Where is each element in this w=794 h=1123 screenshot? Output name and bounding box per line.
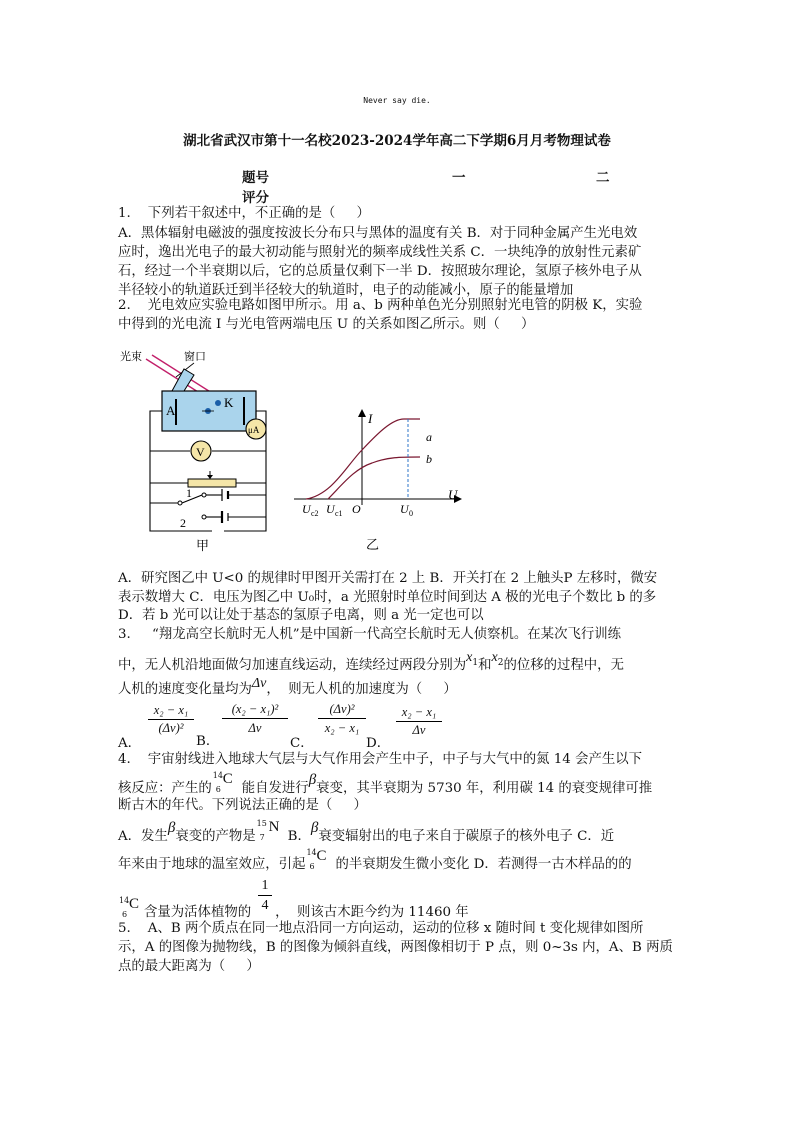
axis-i-label: I [368, 411, 373, 426]
uc1-label: U [326, 502, 335, 516]
origin-label: O [352, 502, 361, 516]
q4-line: 断古木的年代。下列说法正确的是（ ） [118, 798, 367, 813]
curve-b [328, 457, 420, 499]
q3-option-c: (Δv)² x₂ − x₁ [318, 700, 366, 737]
anode-label: A [166, 403, 176, 418]
figure-b-caption: 乙 [366, 537, 380, 552]
carbon-14-nuclide: 14 6 C [306, 848, 327, 871]
score-table-col2: 二 [596, 170, 610, 186]
score-table-col-label: 题号 [242, 170, 269, 186]
q3-option-b-label: B． [196, 734, 220, 749]
carbon-14-nuclide: 14 6 C [119, 896, 140, 919]
q2-option-line: D．若 b 光可以让处于基态的氢原子电离，则 a 光一定也可以 [118, 608, 484, 623]
x2-symbol: x [491, 650, 498, 665]
beta-symbol: β [167, 820, 176, 836]
circuit-diagram [118, 345, 278, 555]
cathode-label: K [224, 395, 234, 410]
rheostat [188, 479, 236, 487]
q3-option-b: (x₂ − x₁)² Δv [222, 700, 288, 737]
curve-a [306, 419, 420, 499]
beta-symbol: β [308, 772, 317, 788]
q5-line: 5. A、B 两个质点在同一地点沿同一方向运动，运动的位移 x 随时间 t 变化规律如图所 [118, 921, 644, 936]
beta-symbol: β [310, 820, 319, 836]
q2-option-line: 表示数增大 C．电压为图乙中 U₀时，a 光照射时单位时间到达 A 极的光电子个数比 b 的多 [118, 590, 657, 605]
q4-line: 核反应：产生的 14 6 C 能自发进行β衰变，其半衰期为 5730 年，利用碳 14 的衰变规律可推 [118, 771, 653, 796]
q3-option-c-label: C． [290, 736, 314, 751]
one-quarter-fraction: 1 4 [258, 876, 272, 915]
switch-pos-2-label: 2 [180, 516, 186, 530]
x1-symbol: x [466, 650, 473, 665]
page-title: 湖北省武汉市第十一名校2023-2024学年高二下学期6月月考物理试卷 [183, 133, 611, 149]
q5-line: 点的最大距离为（ ） [118, 959, 260, 974]
q3-option-d-label: D． [366, 736, 391, 751]
beam-label: 光束 [120, 351, 142, 363]
figure-a-caption: 甲 [196, 538, 210, 553]
curve-b-label: b [426, 452, 432, 466]
q1-line: 半径较小的轨道跃迁到半径较大的轨道时，电子的动能减小，原子的能量增加 [118, 283, 574, 298]
q2-option-line: A．研究图乙中 U<0 的规律时甲图开关需打在 2 上 B．开关打在 2 上触头P 左移时，微安 [118, 571, 658, 586]
q4-line: 14 6 C 含量为活体植物的 ， 则该古木距今约为 11460 年 [118, 903, 678, 923]
curve-a-label: a [426, 430, 432, 444]
nitrogen-15-nuclide: 15 7 N [256, 819, 280, 842]
uc2-sub: c2 [311, 509, 319, 518]
q3-line: 人机的速度变化量均为Δv， 则无人机的加速度为（ ） [118, 676, 457, 697]
q3-line: 中，无人机沿地面做匀加速直线运动，连续经过两段分别为$x^1$和$x^2$的位移的过程中，无 [118, 650, 624, 673]
microammeter-label: μA [248, 425, 260, 435]
carbon-14-nuclide: 14 6 C [212, 771, 233, 794]
score-table-col1: 一 [452, 170, 466, 186]
q1-line: 应时，逸出光电子的最大初动能与照射光的频率成线性关系 C．一块纯净的放射性元素矿 [118, 245, 642, 260]
switch-pos-1-label: 1 [186, 486, 192, 500]
q3-line: 3. “翔龙高空长航时无人机”是中国新一代高空长航时无人侦察机。在某次飞行训练 [118, 627, 622, 642]
u0-label: U [400, 502, 409, 516]
q4-line: 年来由于地球的温室效应，引起 14 6 C 的半衰期发生微小变化 D．若测得一古木样品的的 [118, 855, 678, 875]
q3-option-d: x₂ − x₁ Δv [396, 704, 442, 739]
score-table-row-label: 评分 [242, 190, 269, 206]
q4-line: 4. 宇宙射线进入地球大气层与大气作用会产生中子，中子与大气中的氮 14 会产生以下 [118, 752, 643, 767]
u0-sub: 0 [409, 509, 413, 518]
q4-line: A．发生β衰变的产物是 15 7 N B．β衰变辐射出的电子来自于碳原子的核外电子 C．近 [118, 819, 615, 844]
uc2-label: U [302, 502, 311, 516]
uc1-sub: c1 [335, 509, 343, 518]
q1-line: 石，经过一个半衰期以后，它的总质量仅剩下一半 D．按照玻尔理论，氢原子核外电子从 [118, 264, 642, 279]
q1-line: A．黑体辐射电磁波的强度按波长分布只与黑体的温度有关 B．对于同种金属产生光电效 [118, 226, 638, 241]
q3-option-a: x₂ − x₁ (Δv)² [148, 702, 194, 737]
voltmeter-label: V [196, 445, 205, 459]
iu-graph [292, 405, 462, 553]
q5-line: 示，A 的图像为抛物线，B 的图像为倾斜直线，两图像相切于 P 点，则 0~3s 内，A、B 两质 [118, 940, 673, 955]
q2-line: 2. 光电效应实验电路如图甲所示。用 a、b 两种单色光分别照射光电管的阴极 K，实验 [118, 298, 643, 313]
q3-option-a-label: A． [118, 736, 142, 751]
axis-u-label: U [448, 487, 458, 502]
motto: Never say die. [363, 96, 431, 105]
delta-v-symbol: Δv [251, 676, 267, 691]
q1-line: 1. 下列若干叙述中，不正确的是（ ） [118, 206, 370, 221]
window-label: 窗口 [184, 351, 206, 363]
q2-line: 中得到的光电流 I 与光电管两端电压 U 的关系如图乙所示。则（ ） [118, 317, 535, 332]
